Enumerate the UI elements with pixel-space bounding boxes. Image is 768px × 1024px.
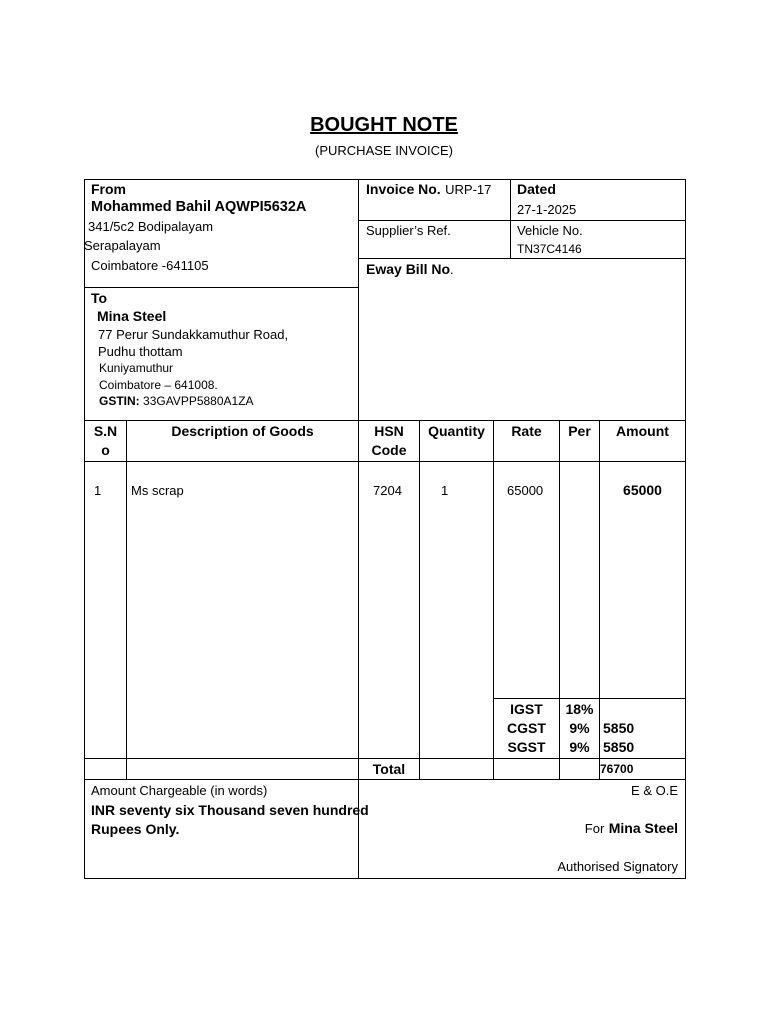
cgst-rate: 9% bbox=[569, 720, 590, 736]
sgst-rate: 9% bbox=[569, 739, 590, 755]
igst-rate: 18% bbox=[565, 701, 594, 717]
row-amount: 65000 bbox=[623, 482, 662, 498]
seller-address-line2: Serapalayam bbox=[84, 238, 161, 253]
eoe-note: E & O.E bbox=[631, 783, 678, 798]
authorised-signatory: Authorised Signatory bbox=[557, 859, 678, 874]
header-description: Description of Goods bbox=[171, 423, 314, 439]
sgst-amount: 5850 bbox=[603, 739, 635, 755]
buyer-name: Mina Steel bbox=[97, 308, 167, 324]
header-quantity: Quantity bbox=[428, 423, 485, 439]
seller-address-line3: Coimbatore -641105 bbox=[91, 258, 209, 273]
header-per: Per bbox=[568, 423, 591, 439]
sgst-label: SGST bbox=[507, 739, 546, 755]
header-sno bbox=[85, 422, 126, 460]
buyer-address-line4: Coimbatore – 641008. bbox=[99, 378, 218, 392]
eway-bill bbox=[366, 261, 454, 279]
to-label: To bbox=[91, 290, 108, 306]
header-hsn-line2: Code bbox=[371, 442, 407, 458]
header-hsn-line1: HSN bbox=[374, 423, 404, 439]
buyer-address-line3: Kuniyamuthur bbox=[99, 361, 174, 375]
eway-bill-dot: . bbox=[450, 262, 454, 277]
header-hsn bbox=[359, 422, 419, 460]
amount-words-line2: Rupees Only. bbox=[91, 821, 180, 837]
seller-address-line1: 341/5c2 Bodipalayam bbox=[88, 219, 214, 234]
document-title: BOUGHT NOTE bbox=[310, 114, 458, 136]
header-sno-line2: o bbox=[101, 442, 110, 458]
row-quantity: 1 bbox=[441, 483, 449, 498]
invoice-number bbox=[366, 181, 491, 199]
gstin-value: 33GAVPP5880A1ZA bbox=[143, 394, 254, 408]
row-sno: 1 bbox=[94, 483, 102, 498]
document-subtitle: (PURCHASE INVOICE) bbox=[315, 143, 453, 158]
buyer-address-line1: 77 Perur Sundakkamuthur Road, bbox=[98, 327, 289, 342]
row-hsn: 7204 bbox=[373, 483, 402, 498]
for-company-name: Mina Steel bbox=[608, 820, 678, 836]
for-label: For bbox=[584, 821, 605, 836]
total-label: Total bbox=[372, 761, 406, 777]
tax-rates bbox=[560, 700, 599, 757]
buyer-address-line2: Pudhu thottam bbox=[98, 344, 183, 359]
amount-words-line1: INR seventy six Thousand seven hundred bbox=[91, 802, 369, 818]
header-amount: Amount bbox=[616, 423, 669, 439]
invoice-no-value: URP-17 bbox=[445, 182, 492, 197]
cgst-amount: 5850 bbox=[603, 720, 635, 736]
seller-name: Mohammed Bahil AQWPI5632A bbox=[91, 199, 307, 215]
invoice-no-label: Invoice No. bbox=[366, 181, 441, 197]
eway-bill-label: Eway Bill No bbox=[366, 261, 451, 277]
row-description: Ms scrap bbox=[131, 483, 184, 498]
for-company bbox=[360, 820, 678, 838]
vehicle-value: TN37C4146 bbox=[517, 242, 582, 256]
buyer-gstin bbox=[99, 394, 254, 408]
vehicle-label: Vehicle No. bbox=[517, 223, 583, 238]
header-sno-line1: S.N bbox=[93, 423, 118, 439]
gstin-label: GSTIN: bbox=[99, 394, 140, 408]
supplier-ref-label: Supplier’s Ref. bbox=[366, 223, 451, 238]
from-label: From bbox=[91, 181, 126, 197]
igst-label: IGST bbox=[510, 701, 543, 717]
row-rate: 65000 bbox=[507, 483, 544, 498]
amount-words-label: Amount Chargeable (in words) bbox=[91, 783, 268, 798]
header-rate: Rate bbox=[511, 423, 542, 439]
total-value: 76700 bbox=[600, 762, 634, 776]
tax-amounts bbox=[603, 719, 634, 757]
dated-label: Dated bbox=[517, 181, 556, 197]
tax-labels bbox=[494, 700, 559, 757]
dated-value: 27-1-2025 bbox=[517, 202, 577, 217]
cgst-label: CGST bbox=[507, 720, 546, 736]
